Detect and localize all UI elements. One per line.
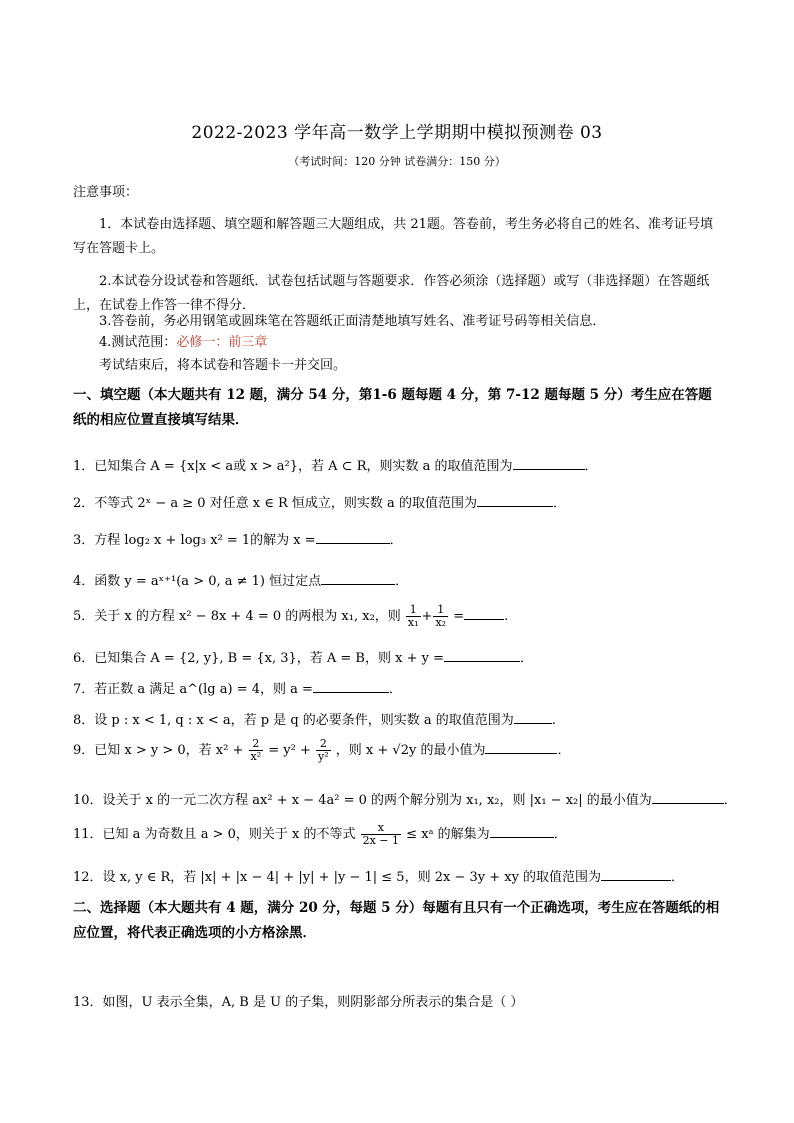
question-3: 3．方程 log₂ x + log₃ x² = 1的解为 x = ． xyxy=(73,529,733,548)
answer-blank[interactable] xyxy=(490,823,554,838)
fraction-1-over-x1: $\frac{1}{\text{x₁}}$ xyxy=(407,603,419,629)
question-7: 7．若正数 a 满足 a^(lg a) = 4，则 a = ． xyxy=(73,678,733,697)
question-10: 10．设关于 x 的一元二次方程 ax² + x − 4a² = 0 的两个解分别为 x₁, x₂，则 |x₁ − x₂| 的最小值为 ． xyxy=(73,789,733,808)
answer-blank[interactable] xyxy=(652,789,724,804)
answer-blank[interactable] xyxy=(321,570,395,585)
question-11: 11．已知 a 为奇数且 a > 0，则关于 x 的不等式 $\frac{x}{2x - 1}$ ≤ xᵃ 的解集为 ． xyxy=(73,821,567,847)
question-8-text: 8．设 p : x < 1, q : x < a，若 p 是 q 的必要条件，则实数 a 的取值范围为 xyxy=(73,713,514,728)
question-11-text-a: 11．已知 a 为奇数且 a > 0，则关于 x 的不等式 xyxy=(73,827,356,842)
question-6: 6．已知集合 A = {2, y}, B = {x, 3}，若 A = B，则 x + y = ． xyxy=(73,647,733,666)
question-4-text: 4．函数 y = aˣ⁺¹(a > 0, a ≠ 1) 恒过定点 xyxy=(73,574,322,589)
question-5-text: 5．关于 x 的方程 x² − 8x + 4 = 0 的两根为 x₁, x₂，则 xyxy=(73,609,401,624)
answer-blank[interactable] xyxy=(444,647,520,662)
equals-sign: = xyxy=(453,609,465,624)
question-4: 4．函数 y = aˣ⁺¹(a > 0, a ≠ 1) 恒过定点 ． xyxy=(73,570,733,589)
question-12: 12．设 x, y ∈ R，若 |x| + |x − 4| + |y| + |y − 1| ≤ 5，则 2x − 3y + xy 的取值范围为 ． xyxy=(73,866,733,885)
question-2-text: 2．不等式 2ˣ − a ≥ 0 对任意 x ∈ R 恒成立，则实数 a 的取值范围为 xyxy=(73,496,477,511)
question-8: 8．设 p : x < 1, q : x < a，若 p 是 q 的必要条件，则实数 a 的取值范围为 . xyxy=(73,709,733,728)
section-2-heading: 二、选择题（本大题共有 4 题，满分 20 分，每题 5 分）每题有且只有一个正确选项，考生应在答题纸的相应位置，将代表正确选项的小方格涂黑． xyxy=(73,900,720,941)
question-9-text-b: = y² + xyxy=(268,743,311,758)
question-2: 2．不等式 2ˣ − a ≥ 0 对任意 x ∈ R 恒成立，则实数 a 的取值范围为 ． xyxy=(73,492,733,511)
question-7-text: 7．若正数 a 满足 a^(lg a) = 4，则 a = xyxy=(73,682,313,697)
exam-subtitle: （考试时间：120 分钟 试卷满分：150 分） xyxy=(288,155,506,168)
note-item-4-range: 必修一：前三章 xyxy=(176,335,268,350)
question-10-text: 10．设关于 x 的一元二次方程 ax² + x − 4a² = 0 的两个解分别为 x₁, x₂，则 |x₁ − x₂| 的最小值为 xyxy=(73,793,652,808)
answer-blank[interactable] xyxy=(316,529,390,544)
fraction-1-over-x2: $\frac{1}{\text{x₂}}$ xyxy=(435,603,447,629)
notes-heading: 注意事项： xyxy=(73,185,139,200)
question-6-text: 6．已知集合 A = {2, y}, B = {x, 3}，若 A = B，则 x + y = xyxy=(73,651,444,666)
question-9: 9．已知 x > y > 0，若 x² + $\frac{2}{\text{x²}}$ = y² + $\frac{2}{\text{y²}}$ ，则 x + √2y 的最小值为 ． xyxy=(73,737,571,763)
question-1: 1．已知集合 A = {x|x < a或 x > a²}，若 A ⊂ R，则实数 a 的取值范围为 ． xyxy=(73,455,733,474)
note-item-3: 3.答卷前，务必用钢笔或圆珠笔在答题纸正面清楚地填写姓名、准考证号码等相关信息． xyxy=(99,314,606,329)
fraction-2-over-y2: $\frac{2}{\text{y²}}$ xyxy=(318,737,329,763)
fraction-2-over-x2: $\frac{2}{\text{x²}}$ xyxy=(250,737,262,763)
question-11-text-b: ≤ xᵃ 的解集为 xyxy=(406,827,490,842)
question-12-text: 12．设 x, y ∈ R，若 |x| + |x − 4| + |y| + |y − 1| ≤ 5，则 2x − 3y + xy 的取值范围为 xyxy=(73,870,602,885)
question-13: 13．如图，U 表示全集，A, B 是 U 的子集，则阴影部分所表示的集合是（ ） xyxy=(73,995,524,1010)
answer-blank[interactable] xyxy=(485,739,557,754)
answer-blank[interactable] xyxy=(464,605,504,620)
answer-blank[interactable] xyxy=(601,866,671,881)
question-1-text: 1．已知集合 A = {x|x < a或 x > a²}，若 A ⊂ R，则实数 a 的取值范围为 xyxy=(73,459,513,474)
section-1-heading: 一、填空题（本大题共有 12 题，满分 54 分，第1-6 题每题 4 分，第 7-12 题每题 5 分）考生应在答题纸的相应位置直接填写结果． xyxy=(73,387,712,428)
question-9-text-a: 9．已知 x > y > 0，若 x² + xyxy=(73,743,244,758)
answer-blank[interactable] xyxy=(313,678,389,693)
answer-blank[interactable] xyxy=(513,455,585,470)
fraction-x-over-2x-minus-1: $\frac{x}{2x - 1}$ xyxy=(362,821,400,847)
question-5: 5．关于 x 的方程 x² − 8x + 4 = 0 的两根为 x₁, x₂，则 $\frac{1}{\text{x₁}}$ + $\frac{1}{\text{x₂}}$ = . xyxy=(73,603,509,629)
question-9-text-c: ，则 x + √2y 的最小值为 xyxy=(335,743,486,758)
note-item-4 xyxy=(73,331,723,355)
note-item-2: 2.本试卷分设试卷和答题纸．试卷包括试题与答题要求．作答必须涂（选择题）或写（非选择题）在答题纸上，在试卷上作答一律不得分． xyxy=(73,274,710,313)
note-item-4-label: 4.测试范围： xyxy=(99,335,177,350)
exam-title: 2022-2023 学年高一数学上学期期中模拟预测卷 03 xyxy=(191,123,603,143)
answer-blank[interactable] xyxy=(477,492,553,507)
answer-blank[interactable] xyxy=(514,709,552,724)
question-3-text: 3．方程 log₂ x + log₃ x² = 1的解为 x = xyxy=(73,533,316,548)
notes-end: 考试结束后，将本试卷和答题卡一并交回。 xyxy=(99,358,347,373)
note-item-1: 1．本试卷由选择题、填空题和解答题三大题组成，共 21题。答卷前，考生务必将自己的姓名、准考证号填写在答题卡上。 xyxy=(73,217,713,256)
